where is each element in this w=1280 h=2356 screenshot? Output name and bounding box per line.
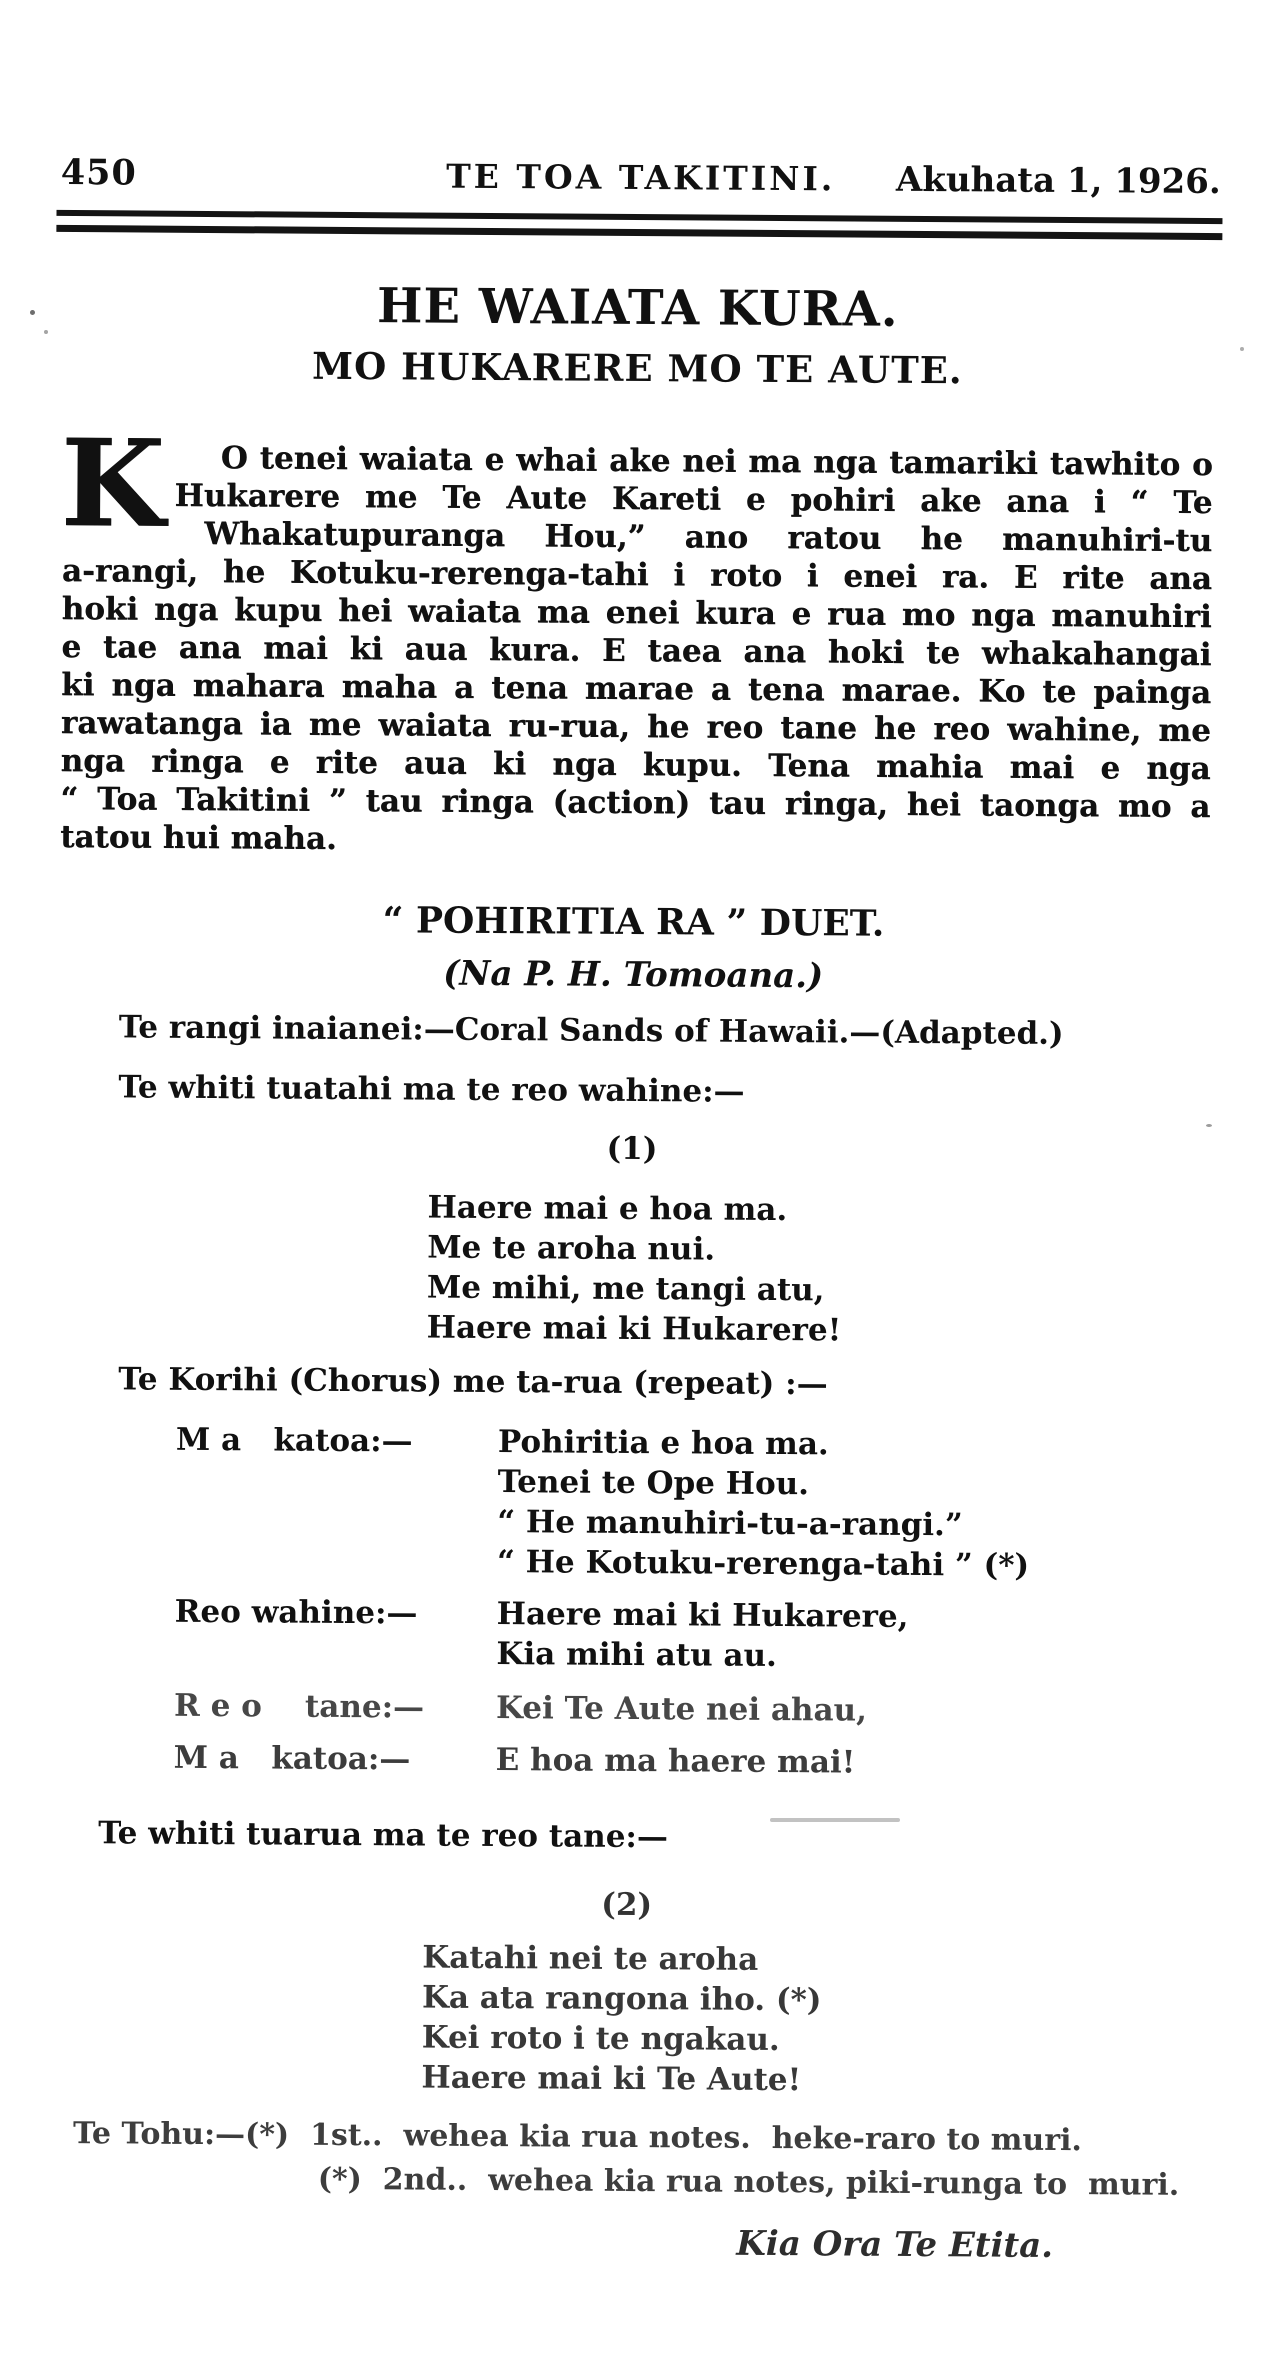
dialogue-lines	[496, 1688, 1208, 1733]
intro-line: Hukarere me Te Aute Kareti e pohiri ake ana i “ Te	[174, 478, 1213, 522]
verse-line: Ka ata rangona iho. (*)	[421, 1979, 822, 2019]
dialogue-entry	[174, 1738, 1208, 1785]
ink-speck	[1206, 1124, 1212, 1127]
verse-line: Haere mai ki Hukarere!	[426, 1309, 842, 1349]
intro-line: a-rangi, he Kotuku-rerenga-tahi i roto i enei ra. E rite ana	[61, 553, 1213, 598]
ink-speck	[1240, 347, 1244, 351]
verse2-intro: Te whiti tuarua ma te reo tane:—	[98, 1815, 669, 1856]
verse-number-1: (1)	[606, 1130, 658, 1168]
dialogue-line: Haere mai ki Hukarere,	[496, 1596, 909, 1635]
dialogue-line: “ He manuhiri-tu-a-rangi.”	[497, 1504, 963, 1544]
chorus-dialogue	[174, 1420, 1210, 1785]
dialogue-line: Tenei te Ope Hou.	[497, 1464, 810, 1503]
verse-1	[427, 1188, 1272, 1354]
verse-line: Me mihi, me tangi atu,	[426, 1269, 825, 1309]
dialogue-label: Reo wahine:—	[174, 1593, 418, 1632]
ink-bleed-mark	[770, 1818, 900, 1822]
intro-line: nga ringa e rite aua ki nga kupu. Tena mahia mai e nga	[60, 743, 1211, 788]
page-header	[61, 152, 1221, 206]
composer-credit: (Na P. H. Tomoana.)	[443, 953, 824, 997]
footnote-line-1: Te Tohu:—(*) 1st.. wehea kia rua notes. heke-raro to muri.	[72, 2116, 1083, 2159]
intro-paragraph	[60, 413, 1213, 864]
verse-line: Haere mai ki Te Aute!	[421, 2059, 802, 2099]
dialogue-label: M a katoa:—	[175, 1421, 413, 1460]
dialogue-line: Kia mihi atu au.	[496, 1636, 778, 1674]
tune-line: Te rangi inaianei:—Coral Sands of Hawaii.—(Adapted.)	[118, 1009, 1064, 1052]
dialogue-lines	[496, 1740, 1208, 1785]
dialogue-line: Kei Te Aute nei ahau,	[495, 1690, 868, 1729]
intro-line: “ Toa Takitini ” tau ringa (action) tau ringa, hei taonga mo a	[60, 781, 1211, 826]
dialogue-entry	[174, 1592, 1209, 1679]
song-heading: “ POHIRITIA RA ” DUET.	[382, 899, 885, 946]
article-subtitle: MO HUKARERE MO TE AUTE.	[311, 343, 963, 393]
ink-speck	[30, 310, 35, 315]
dialogue-line: “ He Kotuku-rerenga-tahi ” (*)	[496, 1544, 1030, 1584]
dialogue-line: E hoa ma haere mai!	[495, 1742, 856, 1781]
verse1-intro: Te whiti tuatahi ma te reo wahine:—	[118, 1069, 745, 1110]
dialogue-entry	[175, 1420, 1210, 1587]
article-title: HE WAIATA KURA.	[376, 278, 899, 338]
dialogue-entry	[174, 1686, 1208, 1733]
dialogue-label: M a katoa:—	[173, 1739, 411, 1778]
issue-date: Akuhata 1, 1926.	[895, 159, 1221, 203]
dialogue-line: Pohiritia e hoa ma.	[497, 1424, 829, 1463]
header-double-rule	[56, 210, 1222, 240]
intro-line: ki nga mahara maha a tena marae a tena marae. Ko te painga	[61, 667, 1212, 712]
intro-line: e tae ana mai ki aua kura. E taea ana hoki te whakahangai	[61, 629, 1212, 674]
verse-number-2: (2)	[601, 1886, 653, 1924]
intro-line: Whakatupuranga Hou,” ano ratou he manuhiri-tu	[204, 516, 1213, 560]
dialogue-label: R e o tane:—	[173, 1687, 425, 1726]
chorus-intro: Te Korihi (Chorus) me ta-rua (repeat) :—	[118, 1361, 828, 1403]
page-number: 450	[60, 151, 137, 194]
intro-line: hoki nga kupu hei waiata ma enei kura e rua mo nga manuhiri	[61, 591, 1212, 636]
intro-line: O tenei waiata e whai ake nei ma nga tamariki tawhito o	[220, 440, 1213, 484]
verse-2	[421, 1937, 1266, 2103]
ink-speck	[44, 330, 48, 334]
intro-line: tatou hui maha.	[60, 819, 337, 858]
drop-cap: K	[60, 413, 164, 556]
verse-line: Kei roto i te ngakau.	[421, 2019, 780, 2058]
verse-line: Me te aroha nui.	[427, 1229, 716, 1268]
verse-line: Katahi nei te aroha	[422, 1939, 759, 1978]
editor-signoff: Kia Ora Te Etita.	[736, 2223, 1054, 2266]
dialogue-lines	[496, 1594, 1209, 1679]
intro-line: rawatanga ia me waiata ru-rua, he reo tane he reo wahine, me	[60, 705, 1212, 750]
verse-line: Haere mai e hoa ma.	[427, 1189, 788, 1229]
footnote-line-2: (*) 2nd.. wehea kia rua notes, piki-runga to muri.	[317, 2161, 1180, 2203]
dialogue-lines	[497, 1422, 1210, 1587]
journal-title: TE TOA TAKITINI.	[446, 156, 836, 199]
